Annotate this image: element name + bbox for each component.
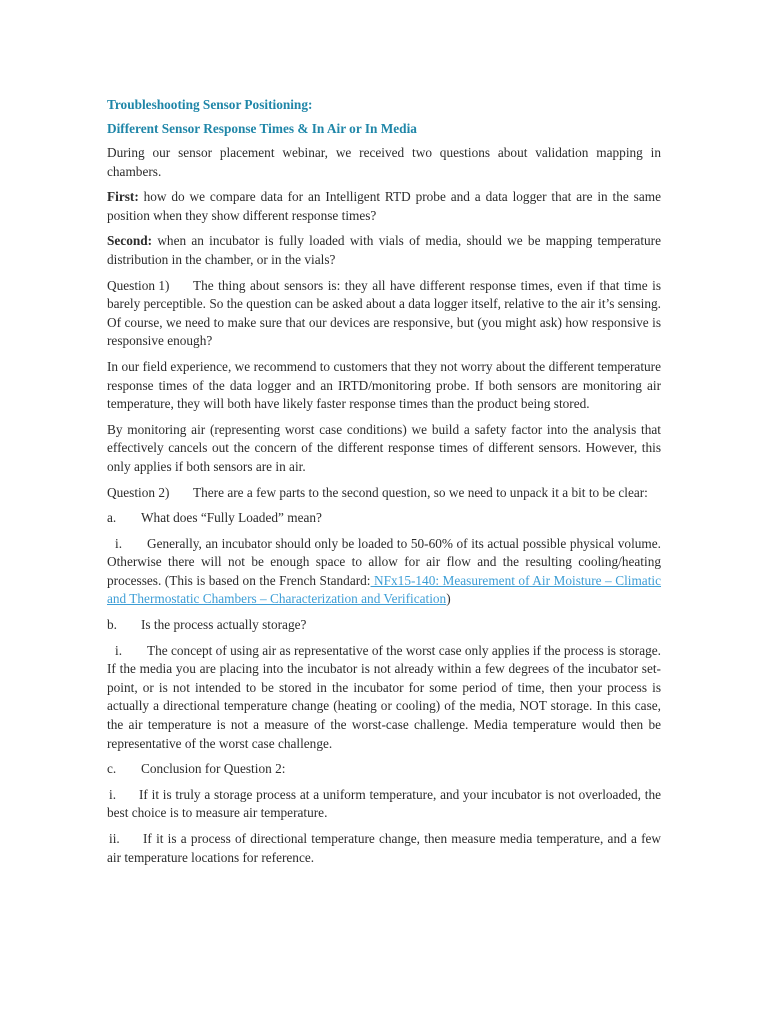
list-item-c-text: Conclusion for Question 2: (141, 761, 286, 777)
list-marker-b: b. (107, 617, 117, 633)
list-marker-c: c. (107, 761, 117, 777)
first-question-paragraph (107, 188, 661, 225)
list-item-a-i-close: ) (446, 591, 451, 607)
question-1-label: Question 1) (107, 277, 170, 293)
list-marker-b-i: i. (115, 642, 123, 658)
list-item-b-i-text: The concept of using air as representative of the worst case only applies if the process is storage. If the media you are placing into the incubator is not already within a few degrees of the incubator set-point, or is not intended to be stored in the incubator for some period of time, then your process is actually a directional temperature change (heating or cooling) of the media, NOT storage. In this case, the air temperature is not a measure of the worst-case challenge. Media temperature would then be representative of the worst case challenge. (107, 642, 661, 751)
list-item-c (107, 760, 661, 779)
second-label: Second: (107, 233, 153, 249)
first-text: how do we compare data for an Intelligent RTD probe and a data logger that are in the same position when they show different response times? (107, 189, 661, 223)
document-subtitle: Different Sensor Response Times & In Air or In Media (107, 121, 417, 136)
list-item-a-i-text: Generally, an incubator should only be loaded to 50-60% of its actual possible physical volume. Otherwise there will not be enough space to allow for air flow and the resulting cooling/heating processes. (This is based on the French Standard: (107, 535, 661, 588)
monitoring-air-paragraph: By monitoring air (representing worst case conditions) we build a safety factor into the analysis that effectively cancels out the concern of the different response times of different sensors. However, this only applies if both sensors are in air. (107, 421, 661, 474)
list-marker-a: a. (107, 510, 117, 526)
second-text: when an incubator is fully loaded with vials of media, should we be mapping temperature distribution in the chamber, or in the vials? (107, 233, 661, 267)
list-item-c-ii (107, 830, 661, 867)
list-item-a-text: What does “Fully Loaded” mean? (141, 510, 322, 526)
list-marker-c-ii: ii. (109, 831, 120, 846)
list-item-b (107, 616, 661, 635)
list-marker-a-i: i. (115, 535, 123, 551)
question-2-text: There are a few parts to the second question, so we need to unpack it a bit to be clear: (193, 484, 648, 500)
french-standard-link[interactable]: NFx15-140: Measurement of Air Moisture – Climatic and Thermostatic Chambers – Characterization and Verification (107, 572, 662, 607)
question-2-paragraph (107, 484, 661, 503)
second-question-paragraph (107, 232, 661, 269)
question-1-text: The thing about sensors is: they all have different response times, even if that time is barely perceptible. So the question can be asked about a data logger itself, relative to the air it’s sensing. Of course, we need to make sure that our devices are responsive, but (you might ask) how responsive is responsive enough? (107, 277, 661, 349)
list-item-c-i-text: If it is truly a storage process at a uniform temperature, and your incubator is not overloaded, the best choice is to measure air temperature. (107, 786, 661, 821)
question-2-label: Question 2) (107, 484, 170, 500)
intro-paragraph: During our sensor placement webinar, we received two questions about validation mapping in chambers. (107, 145, 661, 179)
document-page (107, 96, 661, 874)
list-marker-c-i: i. (109, 786, 117, 802)
question-1-paragraph (107, 277, 661, 351)
list-item-b-text: Is the process actually storage? (141, 617, 307, 633)
document-title: Troubleshooting Sensor Positioning: (107, 97, 313, 112)
field-experience-paragraph: In our field experience, we recommend to customers that they not worry about the different temperature response times of the data logger and an IRTD/monitoring probe. If both sensors are monitoring air temperature, they will both have likely faster response times than the product being stored. (107, 358, 661, 412)
list-item-a (107, 509, 661, 528)
list-item-c-ii-text: If it is a process of directional temperature change, then measure media temperature, and a few air temperature locations for reference. (107, 831, 661, 865)
list-item-c-i (107, 786, 661, 823)
first-label: First: (107, 189, 139, 205)
list-item-a-i (107, 535, 661, 609)
list-item-b-i (107, 642, 661, 754)
